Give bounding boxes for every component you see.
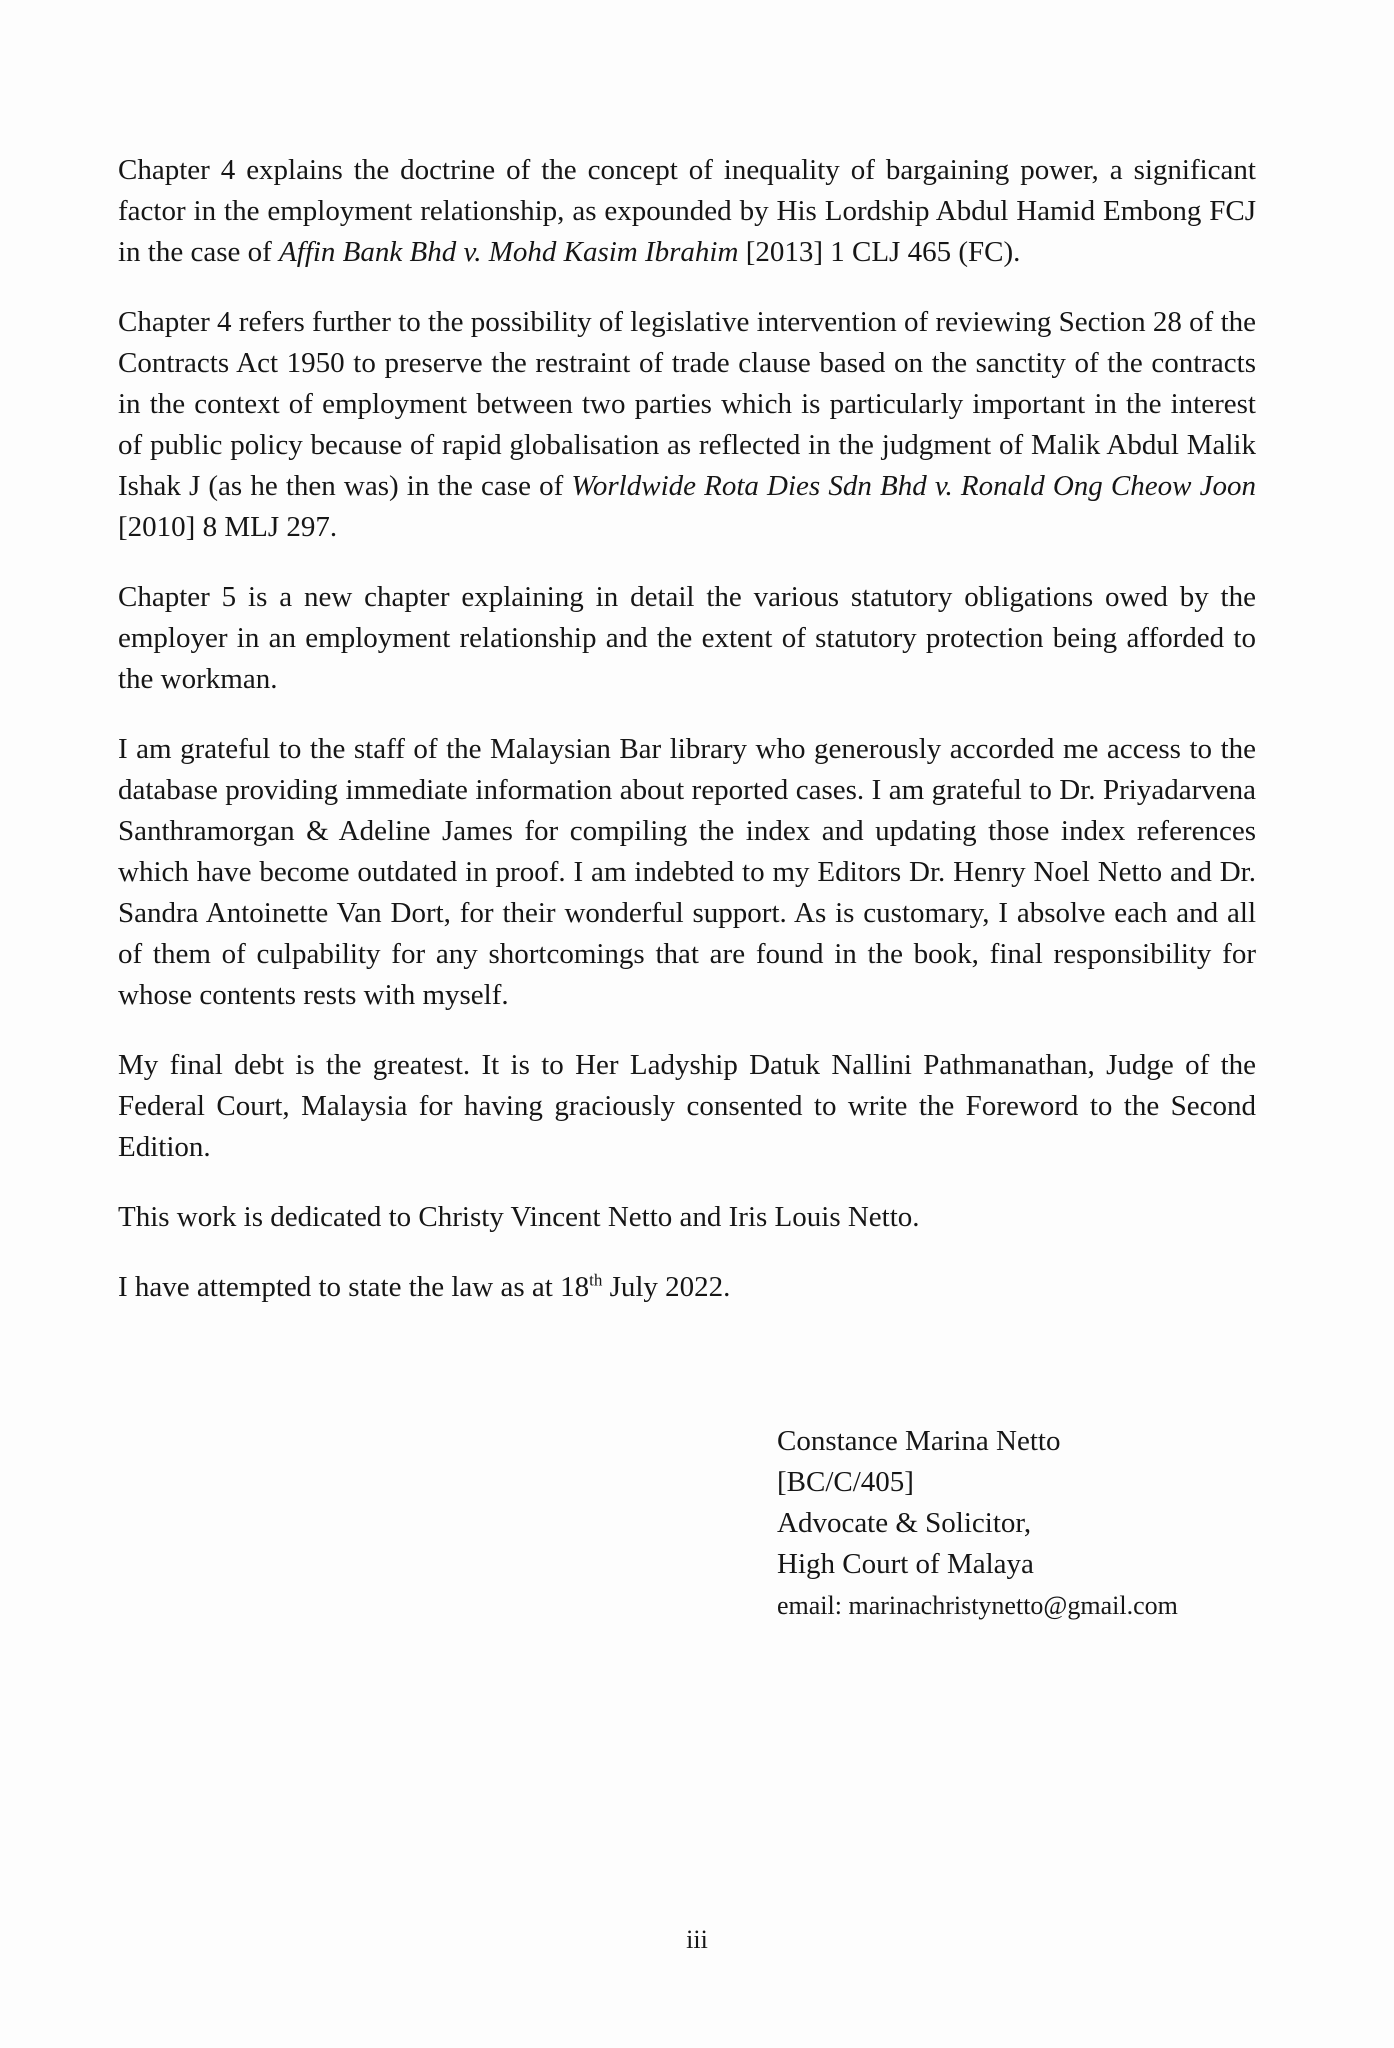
- paragraph-chapter-4-restraint-of-trade: [118, 302, 1256, 548]
- paragraph-text: I have attempted to state the law as at 18: [118, 1271, 590, 1303]
- author-court: High Court of Malaya: [777, 1548, 1034, 1580]
- paragraph-text: Chapter 4 explains the doctrine of the concept of inequality of bargaining power, a significant factor in the employment relationship, as expounded by His Lordship Abdul Hamid Embong FCJ in the case of: [118, 154, 1256, 268]
- bar-reference: [BC/C/405]: [777, 1466, 914, 1498]
- signature-block: [777, 1421, 1178, 1626]
- paragraph-chapter-4-inequality: [118, 150, 1256, 273]
- paragraph-law-date: [118, 1267, 1256, 1308]
- case-citation: Worldwide Rota Dies Sdn Bhd v. Ronald Ong Cheow Joon: [571, 470, 1256, 502]
- paragraph-text: Chapter 4 refers further to the possibility of legislative intervention of reviewing Section 28 of the Contracts Act 1950 to preserve the restraint of trade clause based on the sanctity of the contracts in the context of employment between two parties which is particularly important in the interest of public policy because of rapid globalisation as reflected in the judgment of Malik Abdul Malik Ishak J (as he then was) in the case of: [118, 306, 1256, 502]
- paragraph-text: [2010] 8 MLJ 297.: [118, 511, 338, 543]
- paragraph-foreword-thanks: My final debt is the greatest. It is to Her Ladyship Datuk Nallini Pathmanathan, Judge of the Federal Court, Malaysia for having graciously consented to write the Foreword to the Second Edition.: [118, 1049, 1256, 1163]
- author-name: Constance Marina Netto: [777, 1425, 1061, 1457]
- paragraph-chapter-5: Chapter 5 is a new chapter explaining in detail the various statutory obligations owed by the employer in an employment relationship and the extent of statutory protection being afforded to the workman.: [118, 581, 1256, 695]
- preface-body: [118, 150, 1256, 1308]
- ordinal-suffix: th: [589, 1270, 603, 1290]
- author-title: Advocate & Solicitor,: [777, 1507, 1032, 1539]
- paragraph-text: [2013] 1 CLJ 465 (FC).: [738, 236, 1021, 268]
- paragraph-acknowledgements: I am grateful to the staff of the Malaysian Bar library who generously accorded me access to the database providing immediate information about reported cases. I am grateful to Dr. Priyadarvena Santhramorgan & Adeline James for compiling the index and updating those index references which have become outdated in proof. I am indebted to my Editors Dr. Henry Noel Netto and Dr. Sandra Antoinette Van Dort, for their wonderful support. As is customary, I absolve each and all of them of culpability for any shortcomings that are found in the book, final responsibility for whose contents rests with myself.: [118, 733, 1256, 1011]
- case-citation: Affin Bank Bhd v. Mohd Kasim Ibrahim: [279, 236, 739, 268]
- paragraph-text: July 2022.: [602, 1271, 731, 1303]
- author-email: email: marinachristynetto@gmail.com: [777, 1591, 1178, 1620]
- paragraph-dedication: This work is dedicated to Christy Vincent Netto and Iris Louis Netto.: [118, 1201, 920, 1233]
- page-number: iii: [686, 1925, 708, 1954]
